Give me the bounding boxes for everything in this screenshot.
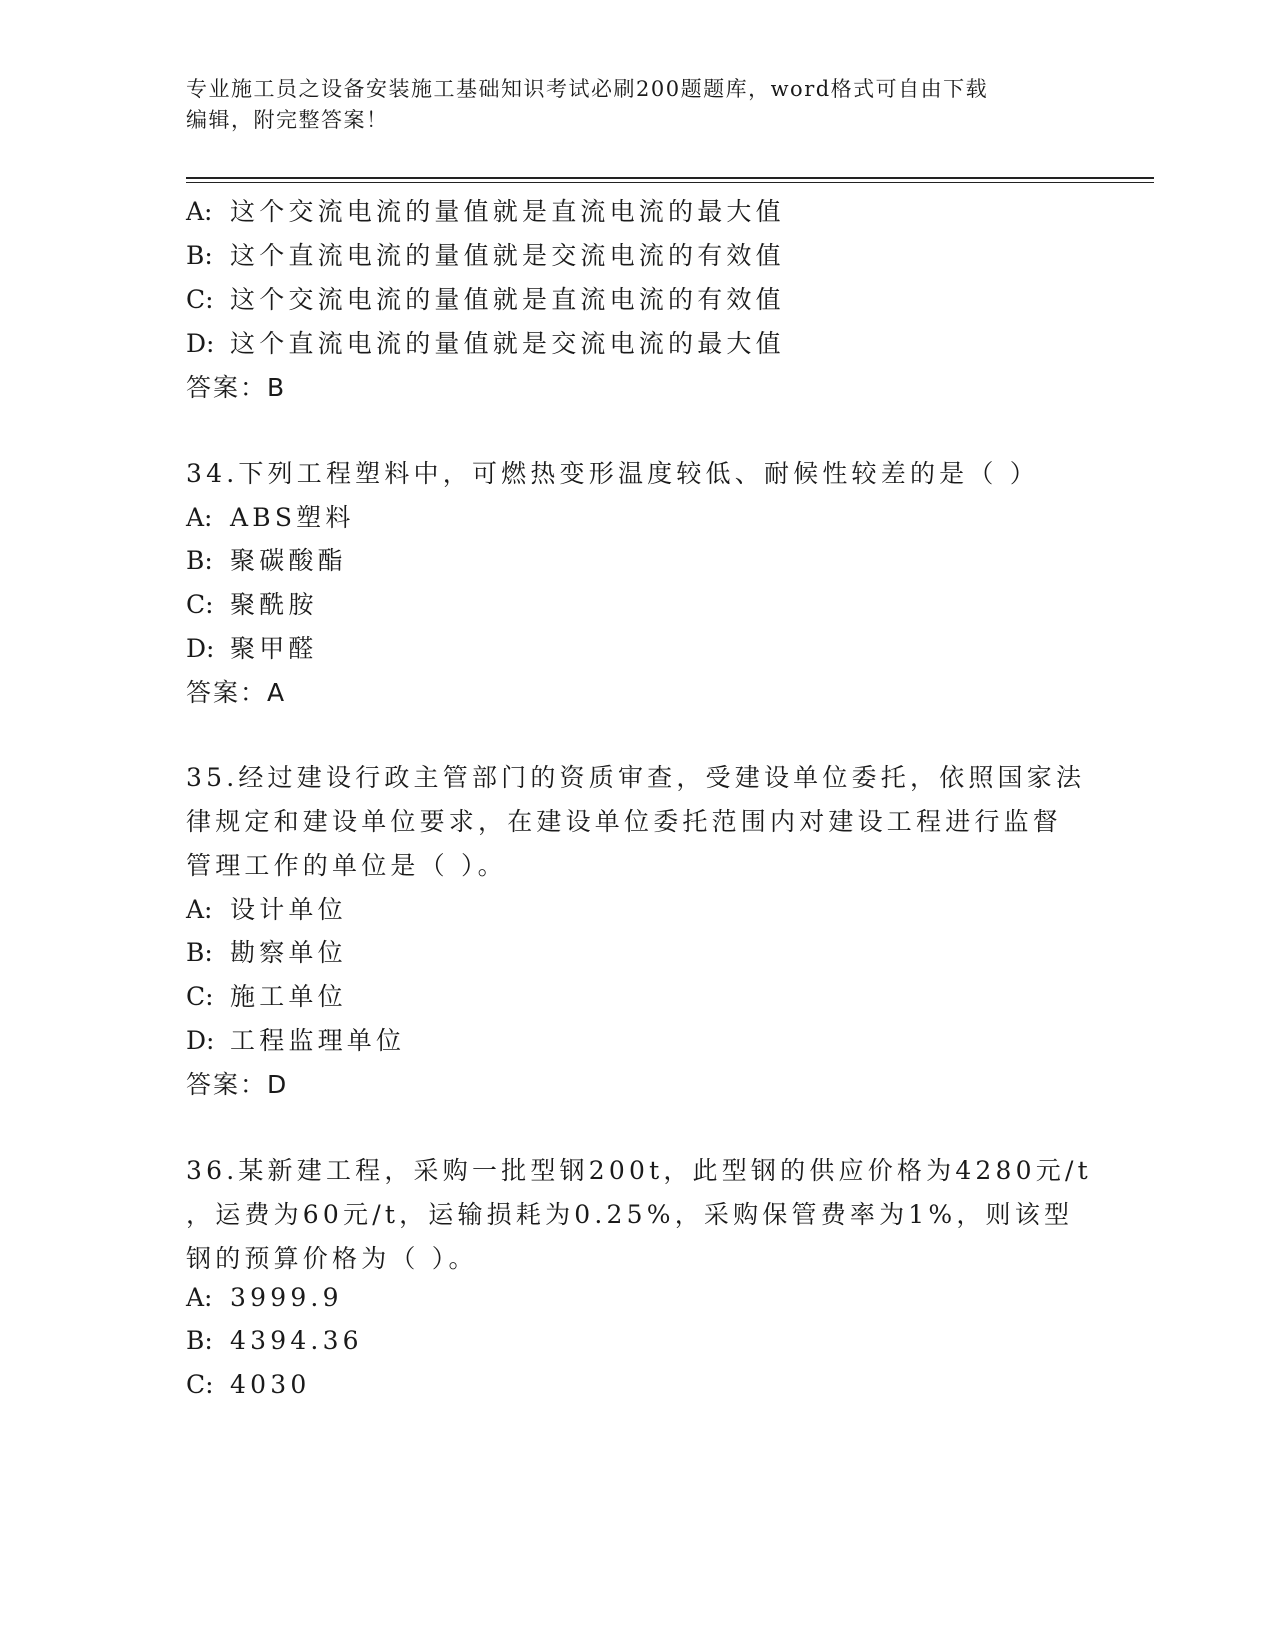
question-stem-line-1: 35.经过建设行政主管部门的资质审查，受建设单位委托，依照国家法	[186, 763, 1086, 792]
option-b: B: 4394.36	[186, 1326, 363, 1355]
header-rule-thick	[186, 177, 1154, 179]
option-d: D: 工程监理单位	[186, 1026, 406, 1055]
option-b: B: 聚碳酸酯	[186, 546, 347, 575]
option-b: B: 勘察单位	[186, 938, 347, 967]
option-a: A: ABS塑料	[186, 503, 355, 532]
document-header	[186, 74, 1086, 136]
answer-text: 答案：A	[186, 678, 287, 707]
header-rule-thin	[186, 182, 1154, 183]
option-c: C: 这个交流电流的量值就是直流电流的有效值	[186, 285, 785, 314]
option-b: B: 这个直流电流的量值就是交流电流的有效值	[186, 241, 785, 270]
question-stem-line-3: 钢的预算价格为（ ）。	[186, 1244, 478, 1273]
header-line-1: 专业施工员之设备安装施工基础知识考试必刷200题题库，word格式可自由下载	[186, 77, 989, 101]
question-stem-line-3: 管理工作的单位是（ ）。	[186, 851, 507, 880]
option-c: C: 4030	[186, 1370, 311, 1399]
option-c: C: 聚酰胺	[186, 590, 318, 619]
option-d: D: 聚甲醛	[186, 634, 318, 663]
option-a: A: 3999.9	[186, 1283, 343, 1312]
answer-text: 答案：D	[186, 1070, 289, 1099]
option-c: C: 施工单位	[186, 982, 347, 1011]
header-line-2: 编辑，附完整答案！	[186, 108, 389, 132]
question-stem-line-2: 律规定和建设单位要求，在建设单位委托范围内对建设工程进行监督	[186, 807, 1063, 836]
question-stem: 34.下列工程塑料中，可燃热变形温度较低、耐候性较差的是（ ）	[186, 459, 1039, 488]
question-stem-line-1: 36.某新建工程，采购一批型钢200t，此型钢的供应价格为4280元/t	[186, 1156, 1092, 1185]
question-stem-line-2: ，运费为60元/t，运输损耗为0.25%，采购保管费率为1%，则该型	[186, 1200, 1074, 1229]
option-a: A: 设计单位	[186, 895, 347, 924]
answer-text: 答案：B	[186, 373, 287, 402]
option-a: A: 这个交流电流的量值就是直流电流的最大值	[186, 197, 785, 226]
option-d: D: 这个直流电流的量值就是交流电流的最大值	[186, 329, 785, 358]
